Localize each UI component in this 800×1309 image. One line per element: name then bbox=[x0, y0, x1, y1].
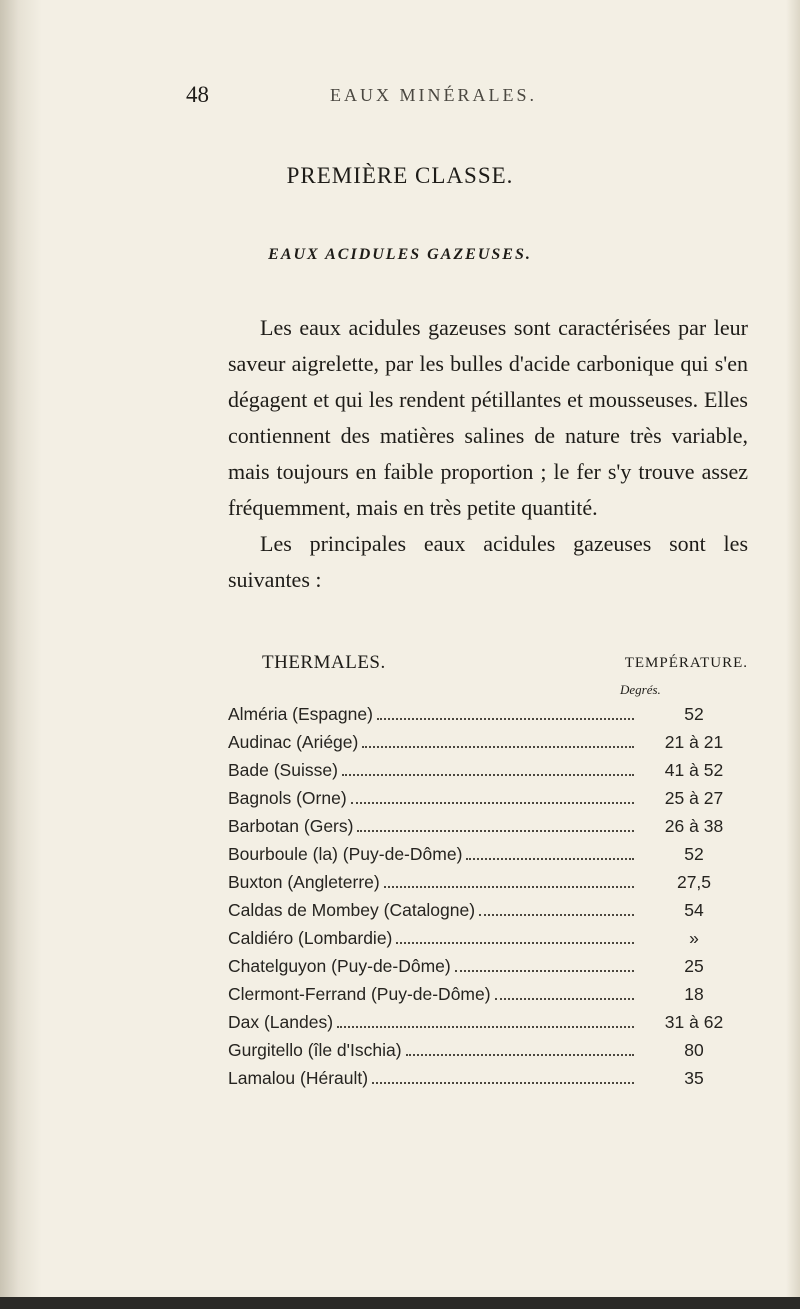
temperature-value: 26 à 38 bbox=[664, 816, 724, 836]
temperature-value: 21 à 21 bbox=[664, 732, 724, 752]
temperature-value: 52 bbox=[684, 844, 704, 864]
dot-leader bbox=[342, 774, 634, 776]
table-row bbox=[228, 984, 748, 1012]
section-title: EAUX ACIDULES GAZEUSES. bbox=[268, 246, 532, 263]
table-header bbox=[228, 652, 748, 682]
dot-leader bbox=[372, 1082, 634, 1084]
spring-name: Alméria (Espagne) bbox=[228, 704, 373, 724]
table-row bbox=[228, 956, 748, 984]
temperature-value: 52 bbox=[684, 704, 704, 724]
temperature-value: 25 à 27 bbox=[664, 788, 724, 808]
page-number: 48 bbox=[186, 82, 209, 107]
dot-leader bbox=[337, 1026, 634, 1028]
spring-name: Gurgitello (île d'Ischia) bbox=[228, 1040, 402, 1060]
temperature-value: 18 bbox=[684, 984, 704, 1004]
dot-leader bbox=[479, 914, 634, 916]
table-row bbox=[228, 844, 748, 872]
dot-leader bbox=[351, 802, 634, 804]
temperature-value: 35 bbox=[684, 1068, 704, 1088]
dot-leader bbox=[455, 970, 634, 972]
temperature-value: » bbox=[689, 928, 699, 948]
spring-name: Bagnols (Orne) bbox=[228, 788, 347, 808]
spring-name: Caldiéro (Lombardie) bbox=[228, 928, 393, 948]
temperature-value: 31 à 62 bbox=[664, 1012, 724, 1032]
spring-name: Bade (Suisse) bbox=[228, 760, 338, 780]
table-row bbox=[228, 704, 748, 732]
temperature-value: 80 bbox=[684, 1040, 704, 1060]
temperature-value: 27,5 bbox=[676, 872, 712, 892]
table-row bbox=[228, 760, 748, 788]
temperature-value: 25 bbox=[684, 956, 704, 976]
dot-leader bbox=[384, 886, 634, 888]
dot-leader bbox=[406, 1054, 634, 1056]
temperature-value: 54 bbox=[684, 900, 704, 920]
running-head bbox=[0, 82, 800, 112]
table-row bbox=[228, 872, 748, 900]
spring-name: Buxton (Angleterre) bbox=[228, 872, 380, 892]
dot-leader bbox=[396, 942, 634, 944]
spring-name: Lamalou (Hérault) bbox=[228, 1068, 369, 1088]
list-intro-paragraph: Les principales eaux acidules gazeuses sont les suivantes : bbox=[228, 531, 748, 592]
intro-paragraph: Les eaux acidules gazeuses sont caractérisées par leur saveur aigrelette, par les bulles d'acide carbonique qui s'en dégagent et qui les rendent pétillantes et mousseuses. Elles contiennent des matières salines de nature très variable, mais toujours en faible proportion ; le fer s'y trouve assez fréquemment, mais en très petite quantité. bbox=[228, 315, 748, 520]
dot-leader bbox=[362, 746, 634, 748]
spring-name: Caldas de Mombey (Catalogne) bbox=[228, 900, 476, 920]
dot-leader bbox=[466, 858, 634, 860]
table-row bbox=[228, 900, 748, 928]
spring-name: Chatelguyon (Puy-de-Dôme) bbox=[228, 956, 451, 976]
table-row bbox=[228, 788, 748, 816]
table-header-thermales: THERMALES. bbox=[262, 652, 386, 673]
spring-name: Audinac (Ariége) bbox=[228, 732, 359, 752]
dot-leader bbox=[495, 998, 634, 1000]
table-unit-row bbox=[228, 682, 748, 704]
springs-table bbox=[228, 652, 748, 1096]
table-body bbox=[228, 704, 748, 1096]
table-row bbox=[228, 928, 748, 956]
spring-name: Barbotan (Gers) bbox=[228, 816, 354, 836]
spring-name: Clermont-Ferrand (Puy-de-Dôme) bbox=[228, 984, 491, 1004]
spring-name: Dax (Landes) bbox=[228, 1012, 334, 1032]
running-title: EAUX MINÉRALES. bbox=[330, 85, 537, 105]
class-title: PREMIÈRE CLASSE. bbox=[286, 163, 514, 188]
dot-leader bbox=[357, 830, 634, 832]
table-row bbox=[228, 1012, 748, 1040]
table-row bbox=[228, 1040, 748, 1068]
table-row bbox=[228, 1068, 748, 1096]
table-unit-label: Degrés. bbox=[620, 682, 661, 697]
table-row bbox=[228, 816, 748, 844]
temperature-value: 41 à 52 bbox=[664, 760, 724, 780]
table-header-temperature: TEMPÉRATURE. bbox=[624, 655, 748, 671]
spring-name: Bourboule (la) (Puy-de-Dôme) bbox=[228, 844, 463, 864]
table-row bbox=[228, 732, 748, 760]
dot-leader bbox=[377, 718, 634, 720]
